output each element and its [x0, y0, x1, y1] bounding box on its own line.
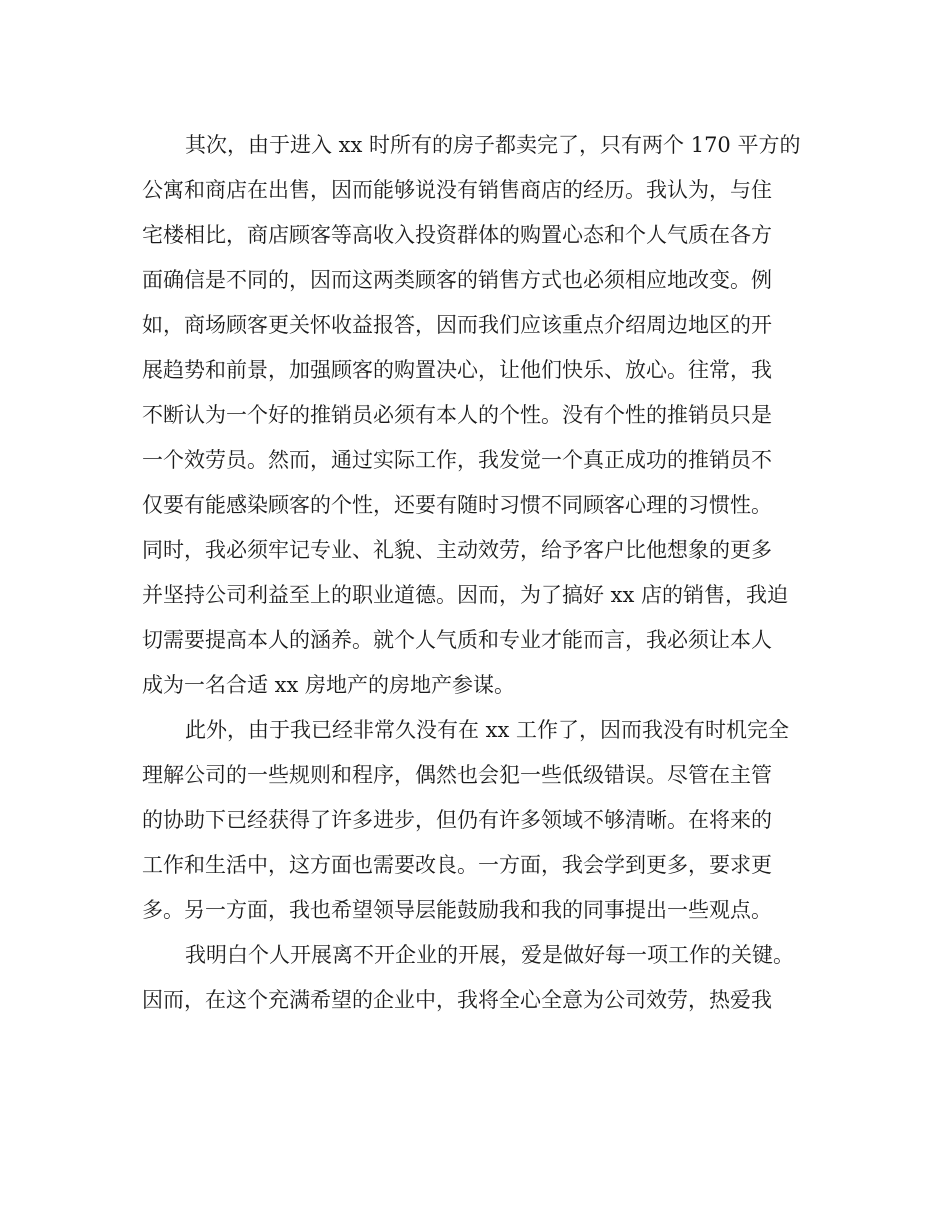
- paragraph-1-line-8: 一个效劳员。然而，通过实际工作，我发觉一个真正成功的推销员不: [142, 448, 772, 472]
- paragraph-3-line-2: 因而，在这个充满希望的企业中，我将全心全意为公司效劳，热爱我: [142, 988, 772, 1012]
- paragraph-2-line-3: 的协助下已经获得了许多进步，但仍有许多领域不够清晰。在将来的: [142, 808, 772, 832]
- paragraph-1-line-1: 其次，由于进入 xx 时所有的房子都卖完了，只有两个 170 平方的: [185, 133, 801, 157]
- paragraph-1-line-11: 并坚持公司利益至上的职业道德。因而，为了搞好 xx 店的销售，我迫: [142, 583, 789, 607]
- paragraph-1-line-6: 展趋势和前景，加强顾客的购置决心，让他们快乐、放心。往常，我: [142, 358, 772, 382]
- paragraph-2-line-1: 此外，由于我已经非常久没有在 xx 工作了，因而我没有时机完全: [185, 718, 790, 742]
- paragraph-2-line-5: 多。另一方面，我也希望领导层能鼓励我和我的同事提出一些观点。: [142, 898, 772, 922]
- paragraph-1-line-7: 不断认为一个好的推销员必须有本人的个性。没有个性的推销员只是: [142, 403, 772, 427]
- paragraph-1-line-5: 如，商场顾客更关怀收益报答，因而我们应该重点介绍周边地区的开: [142, 313, 772, 337]
- paragraph-1-line-2: 公寓和商店在出售，因而能够说没有销售商店的经历。我认为，与住: [142, 178, 772, 202]
- paragraph-1-line-9: 仅要有能感染顾客的个性，还要有随时习惯不同顾客心理的习惯性。: [142, 493, 772, 517]
- paragraph-1-line-13: 成为一名合适 xx 房地产的房地产参谋。: [142, 673, 516, 697]
- document-body: [142, 123, 810, 1023]
- paragraph-1-line-10: 同时，我必须牢记专业、礼貌、主动效劳，给予客户比他想象的更多: [142, 538, 772, 562]
- paragraph-2-line-4: 工作和生活中，这方面也需要改良。一方面，我会学到更多，要求更: [142, 853, 772, 877]
- paragraph-1-line-4: 面确信是不同的，因而这两类顾客的销售方式也必须相应地改变。例: [142, 268, 772, 292]
- paragraph-3-line-1: 我明白个人开展离不开企业的开展，爱是做好每一项工作的关键。: [185, 943, 794, 967]
- paragraph-1-line-12: 切需要提高本人的涵养。就个人气质和专业才能而言，我必须让本人: [142, 628, 772, 652]
- paragraph-2-line-2: 理解公司的一些规则和程序，偶然也会犯一些低级错误。尽管在主管: [142, 763, 772, 787]
- paragraph-1-line-3: 宅楼相比，商店顾客等高收入投资群体的购置心态和个人气质在各方: [142, 223, 772, 247]
